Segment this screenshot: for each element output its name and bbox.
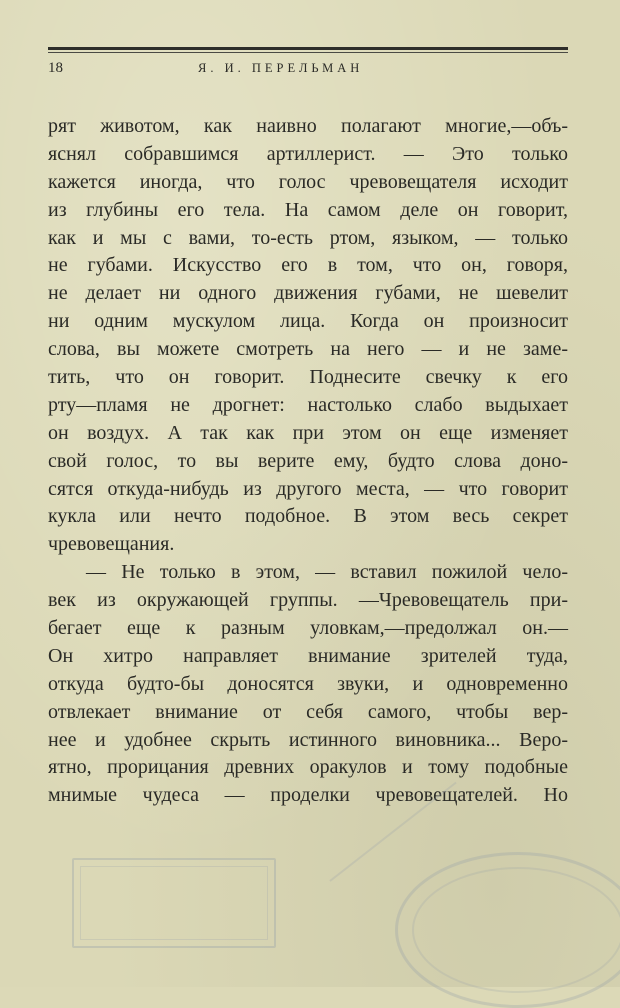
text-line: как и мы с вами, то-есть ртом, языком, — только <box>48 226 568 249</box>
faded-stamp <box>72 858 276 948</box>
text-line: тить, что он говорит. Поднесите свечку к его <box>48 366 568 389</box>
text-line: он воздух. А так как при этом он еще изменяет <box>48 421 568 444</box>
header-rule-thin <box>48 52 568 53</box>
text-line: век из окружающей группы. —Чревовещатель при- <box>48 589 568 612</box>
page-number: 18 <box>48 60 63 76</box>
text-line: не делает ни одного движения губами, не шевелит <box>48 282 568 305</box>
text-line: сятся откуда-нибудь из другого места, — что говорит <box>48 477 568 500</box>
text-line: слова, вы можете смотреть на него — и не заме- <box>48 338 568 361</box>
text-line: рят животом, как наивно полагают многие,—объ- <box>48 115 568 137</box>
text-line: Он хитро направляет внимание зрителей туда, <box>48 644 568 667</box>
body-text <box>48 113 568 810</box>
text-line: кукла или нечто подобное. В этом весь секрет <box>48 505 568 528</box>
page-header <box>48 60 568 82</box>
text-line: свой голос, то вы верите ему, будто слова доно- <box>48 449 568 472</box>
faded-seal-inner <box>412 867 620 993</box>
text-line: откуда будто-бы доносятся звуки, и одновременно <box>48 672 568 695</box>
text-line: ятно, прорицания древних оракулов и тому подобные <box>48 756 568 779</box>
text-line: ни одним мускулом лица. Когда он произносит <box>48 310 568 333</box>
header-rule-thick <box>48 47 568 50</box>
faded-stamp-inner <box>80 866 268 940</box>
text-line: кажется иногда, что голос чревовещателя исходит <box>48 170 568 193</box>
text-line: нее и удобнее скрыть истинного виновника... Веро- <box>48 728 568 751</box>
text-line: чревовещания. <box>48 533 175 556</box>
text-line: яснял собравшимся артиллерист. — Это только <box>48 142 568 165</box>
text-line: не губами. Искусство его в том, что он, говоря, <box>48 254 568 277</box>
text-line: мнимые чудеса — проделки чревовещателей. Но <box>48 784 568 807</box>
faded-seal <box>395 852 620 1008</box>
running-head: Я. И. ПЕРЕЛЬМАН <box>198 61 364 75</box>
text-line: из глубины его тела. На самом деле он говорит, <box>48 198 568 221</box>
text-line: отвлекает внимание от себя самого, чтобы вер- <box>48 700 568 723</box>
text-line: — Не только в этом, — вставил пожилой чело- <box>86 561 568 584</box>
text-line: бегает еще к разным уловкам,—предолжал он.— <box>48 617 568 640</box>
text-line: рту—пламя не дрогнет: настолько слабо выдыхает <box>48 393 568 416</box>
